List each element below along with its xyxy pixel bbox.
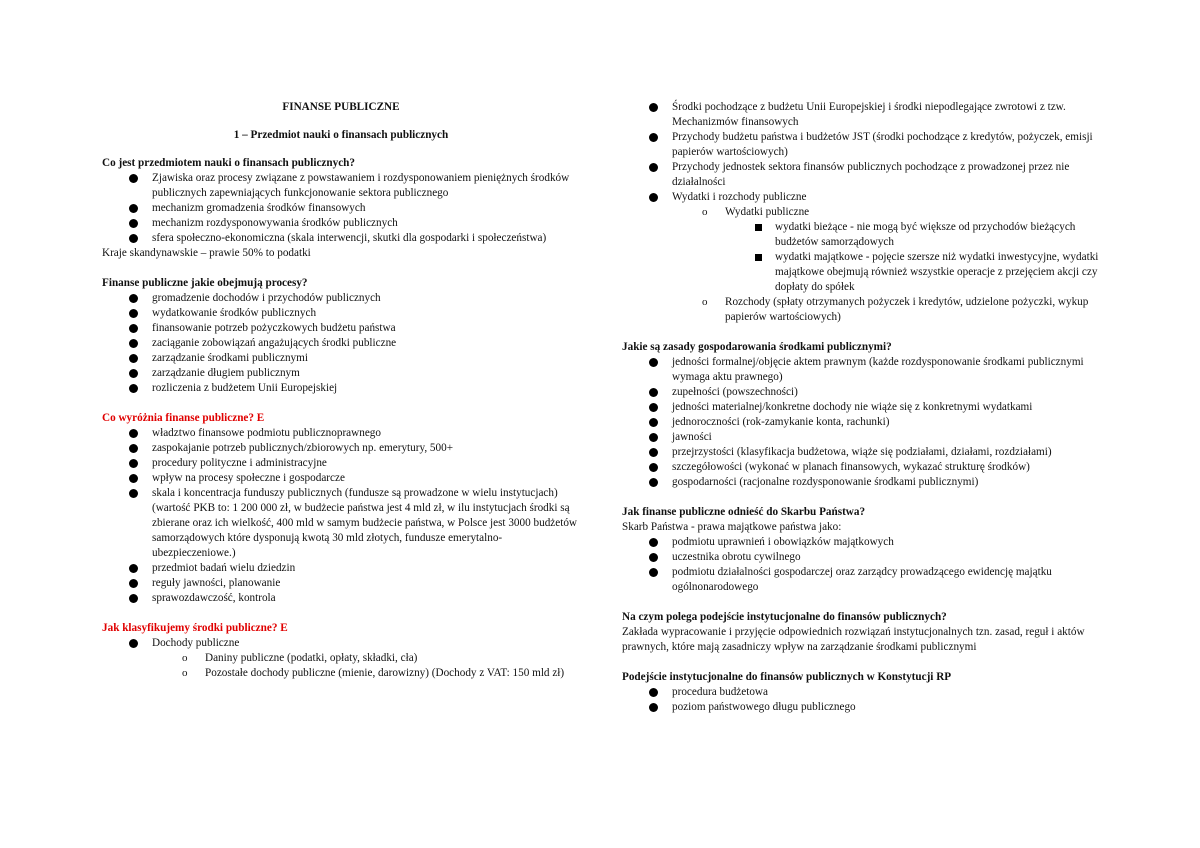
bullet-icon: [649, 478, 658, 487]
bullet-icon: [129, 429, 138, 438]
list-item: jednoroczności (rok-zamykanie konta, rachunki): [622, 415, 1100, 430]
bullet-icon: [129, 234, 138, 243]
bullet-icon: [649, 463, 658, 472]
bullet-icon: [649, 568, 658, 577]
sub-list-item: o Pozostałe dochody publiczne (mienie, darowizny) (Dochody z VAT: 150 mld zł): [182, 667, 565, 679]
bullet-icon: [129, 564, 138, 573]
bullet-icon: [649, 553, 658, 562]
bullet-icon: [649, 403, 658, 412]
bullet-list: [622, 685, 1100, 715]
bullet-icon: [649, 703, 658, 712]
bullet-icon: [129, 174, 138, 183]
bullet-icon: [129, 354, 138, 363]
bullet-icon: [129, 579, 138, 588]
list-item: jedności formalnej/objęcie aktem prawnym (każde rozdysponowanie środkami publicznymi wymaga aktu prawnego): [622, 355, 1100, 385]
sub-list-item: o Daniny publiczne (podatki, opłaty, składki, cła): [182, 652, 418, 664]
bullet-icon: [649, 358, 658, 367]
bullet-icon: [129, 294, 138, 303]
bullet-icon: [129, 444, 138, 453]
list-item: poziom państwowego długu publicznego: [622, 700, 1100, 715]
bullet-icon: [649, 388, 658, 397]
question-heading: Jak finanse publiczne odnieść do Skarbu Państwa?: [622, 506, 866, 518]
list-item: przejrzystości (klasyfikacja budżetowa, wiąże się podziałami, działami, rozdziałami): [622, 445, 1100, 460]
question-heading: Na czym polega podejście instytucjonalne do finansów publicznych?: [622, 611, 947, 623]
bullet-icon: [129, 339, 138, 348]
bullet-icon: [649, 448, 658, 457]
bullet-list: [622, 355, 1100, 490]
circle-bullet-icon: o: [182, 652, 188, 664]
list-item: Zjawiska oraz procesy związane z powstawaniem i rozdysponowaniem pieniężnych środków publicznych zapewniających funkcjonowanie sektora publicznego: [102, 171, 580, 201]
list-item: uczestnika obrotu cywilnego: [622, 550, 1100, 565]
bullet-icon: [649, 433, 658, 442]
question-heading: Podejście instytucjonalne do finansów publicznych w Konstytucji RP: [622, 671, 952, 683]
bullet-list: [102, 291, 580, 396]
bullet-icon: [649, 163, 658, 172]
list-item: zaciąganie zobowiązań angażujących środki publiczne: [102, 336, 580, 351]
list-item: szczegółowości (wykonać w planach finansowych, wykazać strukturę środków): [622, 460, 1100, 475]
list-item: rozliczenia z budżetem Unii Europejskiej: [102, 381, 580, 396]
bullet-icon: [649, 133, 658, 142]
list-item: reguły jawności, planowanie: [102, 576, 580, 591]
bullet-icon: [129, 309, 138, 318]
sub-list-item: o Rozchody (spłaty otrzymanych pożyczek i kredytów, udzielone pożyczki, wykup papierów wartościowych): [702, 296, 1089, 323]
bullet-list: [622, 535, 1100, 595]
list-item: sfera społeczno-ekonomiczna (skala interwencji, skutki dla gospodarki i społeczeństwa): [102, 231, 580, 246]
question-heading: Jak klasyfikujemy środki publiczne? E: [102, 622, 288, 634]
list-item: wydatkowanie środków publicznych: [102, 306, 580, 321]
question-heading: Co jest przedmiotem nauki o finansach publicznych?: [102, 157, 355, 169]
bullet-icon: [129, 474, 138, 483]
right-column: [622, 100, 1100, 715]
bullet-icon: [129, 384, 138, 393]
bullet-list: [102, 171, 580, 246]
bullet-icon: [129, 489, 138, 498]
question-heading: Co wyróżnia finanse publiczne? E: [102, 412, 265, 424]
list-item: podmiotu działalności gospodarczej oraz zarządcy prowadzącego ewidencję majątku ogólnonarodowego: [622, 565, 1100, 595]
list-item: Środki pochodzące z budżetu Unii Europejskiej i środki niepodlegające zwrotowi z tzw. Mechanizmów finansowych: [622, 100, 1100, 130]
list-item: gospodarności (racjonalne rozdysponowanie środkami publicznymi): [622, 475, 1100, 490]
bullet-icon: [649, 418, 658, 427]
square-bullet-icon: [755, 254, 762, 261]
list-item: gromadzenie dochodów i przychodów publicznych: [102, 291, 580, 306]
list-item: mechanizm gromadzenia środków finansowych: [102, 201, 580, 216]
list-item: przedmiot badań wielu dziedzin: [102, 561, 580, 576]
list-item: procedury polityczne i administracyjne: [102, 456, 580, 471]
bullet-list: [102, 636, 580, 681]
list-item: mechanizm rozdysponowywania środków publicznych: [102, 216, 580, 231]
bullet-icon: [129, 639, 138, 648]
note-text: Kraje skandynawskie – prawie 50% to podatki: [102, 247, 311, 259]
bullet-icon: [649, 688, 658, 697]
list-item: wpływ na procesy społeczne i gospodarcze: [102, 471, 580, 486]
bullet-icon: [649, 193, 658, 202]
circle-bullet-icon: o: [702, 206, 708, 218]
sub-sub-list-item: wydatki majątkowe - pojęcie szersze niż wydatki inwestycyjne, wydatki majątkowe obejmują również wszystkie operacje z przejęciem akcji czy dopłaty do spółek: [622, 250, 1100, 295]
section-heading: 1 – Przedmiot nauki o finansach publicznych: [233, 129, 449, 141]
bullet-icon: [129, 594, 138, 603]
list-item: zarządzanie długiem publicznym: [102, 366, 580, 381]
list-item: Wydatki i rozchody publiczne: [622, 190, 1100, 205]
question-heading: Jakie są zasady gospodarowania środkami publicznymi?: [622, 341, 892, 353]
document-title: FINANSE PUBLICZNE: [282, 101, 400, 113]
circle-bullet-icon: o: [702, 296, 708, 308]
list-item: władztwo finansowe podmiotu publicznoprawnego: [102, 426, 580, 441]
list-item: Dochody publiczne: [102, 636, 580, 651]
square-bullet-icon: [755, 224, 762, 231]
bullet-icon: [649, 538, 658, 547]
bullet-icon: [129, 459, 138, 468]
list-item: zaspokajanie potrzeb publicznych/zbiorowych np. emerytury, 500+: [102, 441, 580, 456]
list-item: Przychody budżetu państwa i budżetów JST (środki pochodzące z kredytów, pożyczek, emisji papierów wartościowych): [622, 130, 1100, 160]
list-item: finansowanie potrzeb pożyczkowych budżetu państwa: [102, 321, 580, 336]
list-item: jedności materialnej/konkretne dochody nie wiąże się z konkretnymi wydatkami: [622, 400, 1100, 415]
list-item: skala i koncentracja funduszy publicznych (fundusze są prowadzone w wielu instytucjach) (wartość PKB to: 1 200 000 zł, w budżecie państwa jest 4 mld zł, w ilu instytucjach środki są zbierane oraz ich wielkość, 400 mld w samym budżecie państwa, w Polsce jest 3000 budżetów samorządowych które dysponują kwotą 30 mld złotych, fundusze emerytalno-ubezpieczeniowe.): [102, 486, 580, 561]
bullet-icon: [129, 324, 138, 333]
list-item: sprawozdawczość, kontrola: [102, 591, 580, 606]
list-item: zupełności (powszechności): [622, 385, 1100, 400]
bullet-list: [622, 100, 1100, 325]
body-text: Zakłada wypracowanie i przyjęcie odpowiednich rozwiązań instytucjonalnych tzn. zasad, reguł i aktów prawnych, które mają zasadniczy wpływ na zarządzanie środkami publicznymi: [622, 626, 1085, 653]
list-item: Przychody jednostek sektora finansów publicznych pochodzące z prowadzonej przez nie działalności: [622, 160, 1100, 190]
bullet-icon: [129, 219, 138, 228]
list-item: procedura budżetowa: [622, 685, 1100, 700]
bullet-icon: [129, 204, 138, 213]
circle-bullet-icon: o: [182, 667, 188, 679]
list-item: zarządzanie środkami publicznymi: [102, 351, 580, 366]
sub-list-item: o Wydatki publiczne: [702, 206, 810, 218]
note-text: Skarb Państwa - prawa majątkowe państwa jako:: [622, 521, 842, 533]
bullet-icon: [129, 369, 138, 378]
list-item: podmiotu uprawnień i obowiązków majątkowych: [622, 535, 1100, 550]
list-item: jawności: [622, 430, 1100, 445]
sub-sub-list-item: wydatki bieżące - nie mogą być większe od przychodów bieżących budżetów samorządowych: [622, 220, 1100, 250]
question-heading: Finanse publiczne jakie obejmują procesy?: [102, 277, 308, 289]
bullet-list: [102, 426, 580, 606]
bullet-icon: [649, 103, 658, 112]
left-column: [102, 100, 580, 681]
